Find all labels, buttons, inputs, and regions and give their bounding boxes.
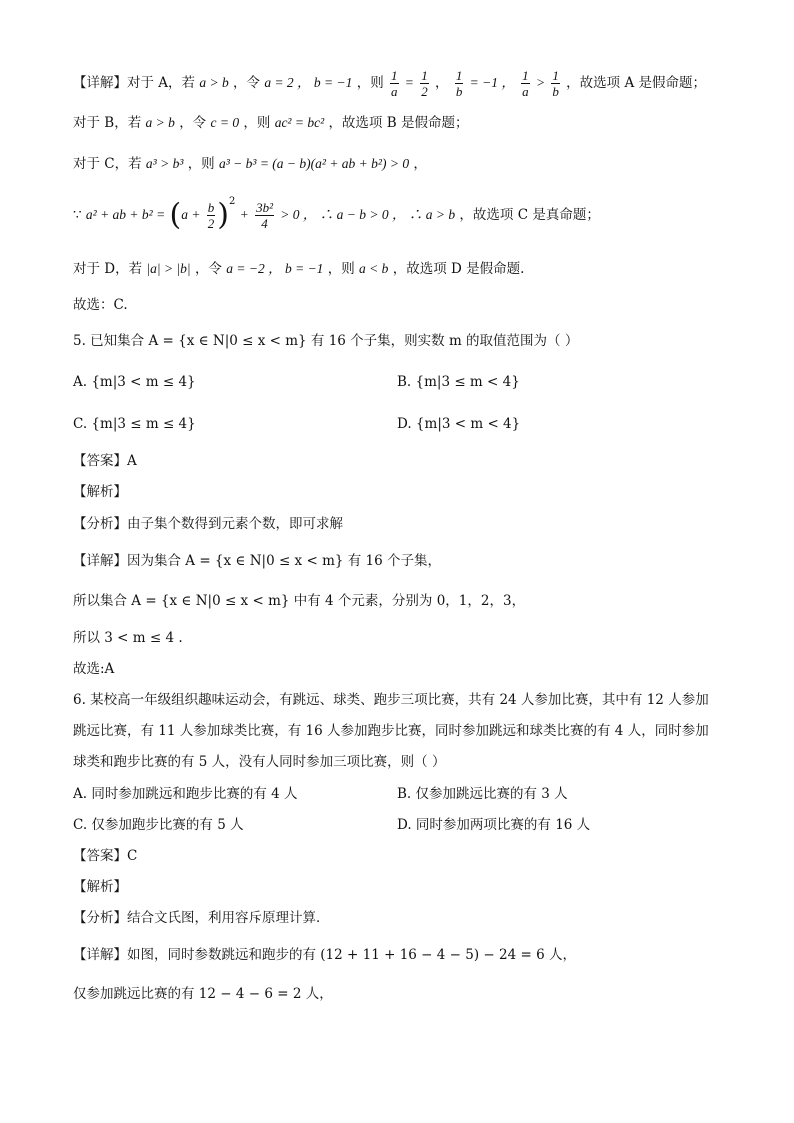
fraction [551, 68, 560, 99]
math: a³ > b³ [145, 156, 184, 171]
text: ，故选项 B 是假命题； [328, 115, 469, 131]
math: + [239, 207, 249, 222]
q5-answer: 【答案】A [73, 453, 137, 469]
text: 对于 C，若 [73, 156, 142, 172]
denominator: 2 [421, 84, 428, 99]
numerator: 1 [552, 68, 559, 83]
q5-option-b: B. {m|3 ≤ m < 4} [397, 374, 520, 390]
numerator: 1 [522, 68, 529, 83]
q5-option-c: C. {m|3 ≤ m ≤ 4} [73, 416, 196, 432]
numerator: 1 [391, 68, 398, 83]
numerator: 1 [455, 68, 463, 83]
q6-option-d: D. 同时参加两项比赛的有 16 人 [397, 817, 591, 833]
text: ，则 [356, 75, 384, 91]
math: = [404, 75, 414, 90]
text: ， [435, 75, 449, 91]
paren: ) [217, 197, 229, 233]
text: ，则 [327, 261, 355, 277]
denominator: a [522, 84, 529, 99]
q6-option-a: A. 同时参加跳远和跑步比赛的有 4 人 [73, 786, 298, 802]
denominator: 4 [261, 216, 268, 231]
text: 对于 D，若 [73, 261, 143, 277]
q5-step-1: 所以集合 A = {x ∈ N|0 ≤ x < m} 中有 4 个元素，分别为 0，1，2，3， [73, 593, 526, 609]
math: a³ − b³ = (a − b)(a² + ab + b²) > 0 [218, 156, 410, 171]
question-6-line-2: 跳远比赛，有 11 人参加球类比赛，有 16 人参加跑步比赛，同时参加跳远和球类比赛的有 4 人，同时参加 [73, 723, 709, 739]
solution-line-d [73, 259, 524, 279]
text: 对于 B，若 [73, 115, 142, 131]
q5-option-a: A. {m|3 < m ≤ 4} [73, 374, 196, 390]
solution-line-c2 [73, 195, 600, 233]
text: ，则 [187, 156, 215, 172]
question-6-line-1: 6. 某校高一年级组织趣味运动会，有跳远、球类、跑步三项比赛，共有 24 人参加比赛，其中有 12 人参加 [73, 692, 709, 708]
exponent: 2 [228, 195, 236, 207]
question-5: 5. 已知集合 A = {x ∈ N|0 ≤ x < m} 有 16 个子集，则实数 m 的取值范围为（ ） [73, 333, 579, 349]
fraction [420, 68, 429, 99]
text: ，令 [233, 75, 261, 91]
q5-option-d: D. {m|3 < m < 4} [397, 416, 521, 432]
q6-option-c: C. 仅参加跑步比赛的有 5 人 [73, 817, 244, 833]
text: ，则 [243, 115, 271, 131]
math: ac² = bc² [274, 115, 325, 130]
denominator: a [391, 84, 398, 99]
fraction [455, 68, 464, 99]
solution-line-c [73, 154, 427, 174]
text: 【详解】对于 A，若 [73, 75, 196, 91]
q6-detail: 【详解】如图，同时参数跳远和跑步的有 (12 + 11 + 16 − 4 − 5) − 24 = 6 人， [73, 947, 576, 963]
math: a > b [199, 75, 229, 90]
math: > 0 ， ∴ a − b > 0 ， ∴ a > b [280, 207, 456, 222]
selection-line: 故选：C. [73, 297, 128, 313]
math: a² + ab + b² = [85, 207, 166, 222]
q6-option-b: B. 仅参加跳远比赛的有 3 人 [397, 786, 568, 802]
fraction [521, 68, 530, 99]
q5-analysis: 【分析】由子集个数得到元素个数，即可求解 [73, 516, 343, 532]
denominator: b [552, 84, 559, 99]
question-6-line-3: 球类和跑步比赛的有 5 人，没有人同时参加三项比赛，则（ ） [73, 754, 446, 770]
denominator: b [455, 84, 463, 99]
math: = −1 ， [469, 75, 515, 90]
q5-selection: 故选:A [73, 661, 115, 677]
q5-detail: 【详解】因为集合 A = {x ∈ N|0 ≤ x < m} 有 16 个子集， [73, 553, 442, 569]
solution-line-b [73, 113, 468, 133]
q5-analysis-heading: 【解析】 [73, 484, 127, 500]
text: ， [413, 156, 427, 172]
fraction [390, 68, 399, 99]
math: a > b [145, 115, 175, 130]
text: ，令 [179, 115, 207, 131]
q6-answer: 【答案】C [73, 848, 138, 864]
math: a + [181, 207, 201, 222]
math: |a| > |b| [146, 261, 191, 276]
math: c = 0 [210, 115, 240, 130]
q6-step-1: 仅参加跳远比赛的有 12 − 4 − 6 = 2 人， [73, 986, 333, 1002]
math: a = 2 ， b = −1 [264, 75, 353, 90]
q6-analysis-heading: 【解析】 [73, 879, 127, 895]
because-symbol: ∵ [73, 207, 82, 223]
paren: ( [169, 197, 182, 233]
numerator: 1 [421, 68, 428, 83]
text: ，故选项 C 是真命题； [459, 207, 600, 223]
solution-line-a [73, 68, 706, 99]
denominator: 2 [207, 216, 215, 231]
q5-step-2: 所以 3 < m ≤ 4 . [73, 630, 183, 646]
text: ，令 [194, 261, 222, 277]
fraction [255, 200, 274, 231]
math: > [535, 75, 546, 90]
math: a = −2 ， b = −1 [226, 261, 324, 276]
q6-analysis: 【分析】结合文氏图，利用容斥原理计算． [73, 910, 330, 926]
numerator: b [207, 200, 215, 215]
text: ，故选项 D 是假命题. [392, 261, 525, 277]
math: a < b [359, 261, 389, 276]
numerator: 3b² [256, 200, 273, 215]
text: ，故选项 A 是假命题； [566, 75, 706, 91]
fraction [207, 200, 216, 231]
